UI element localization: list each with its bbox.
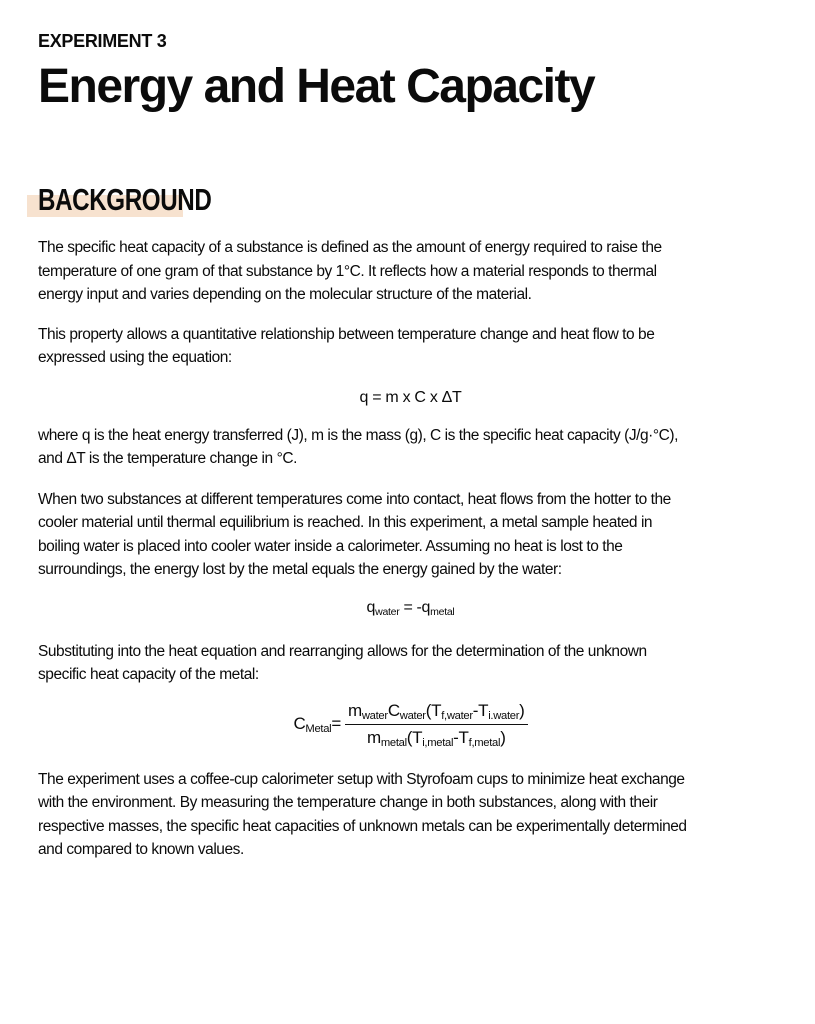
section-heading-label: BACKGROUND — [38, 182, 212, 217]
text-line: temperature of one gram of that substance by 1°C. It reflects how a material responds to thermal — [38, 262, 657, 280]
experiment-label: EXPERIMENT 3 — [38, 31, 167, 51]
text-line: where q is the heat energy transferred (J), m is the mass (g), C is the specific heat capacity (J/g·°C), — [38, 426, 678, 444]
text-line: The experiment uses a coffee-cup calorimeter setup with Styrofoam cups to minimize heat exchange — [38, 770, 685, 788]
text-line: and compared to known values. — [38, 841, 244, 858]
fraction-denominator: $m_{metal}(T_{i,metal}-T_{f,metal})$ — [366, 727, 506, 749]
text-line: cooler material until thermal equilibrium is reached. In this experiment, a metal sample heated in — [38, 514, 653, 531]
cmetal-lhs: $C_{Metal}=$ — [293, 714, 341, 735]
document-title: Energy and Heat Capacity — [38, 60, 595, 113]
text-line: Substituting into the heat equation and rearranging allows for the determination of the unknown — [38, 642, 647, 660]
paragraph-calorimeter-setup — [38, 768, 783, 862]
text-line: energy input and varies depending on the molecular structure of the material. — [38, 286, 532, 303]
text-line: with the environment. By measuring the temperature change in both substances, along with their — [38, 794, 658, 811]
text-line: expressed using the equation: — [38, 349, 232, 366]
text-line: surroundings, the energy lost by the metal equals the energy gained by the water: — [38, 561, 562, 578]
specific-heat-formula — [38, 701, 783, 748]
text-line: This property allows a quantitative relationship between temperature change and heat flow to be — [38, 325, 655, 343]
paragraph-equation-intro — [38, 323, 783, 370]
text-line: specific heat capacity of the metal: — [38, 666, 259, 683]
paragraph-variable-definitions — [38, 424, 783, 471]
equals-sign: = — [403, 598, 413, 616]
text-line: The specific heat capacity of a substance is defined as the amount of energy required to raise the — [38, 239, 662, 256]
text-line: When two substances at different temperatures come into contact, heat flows from the hotter to the — [38, 490, 671, 508]
paragraph-specific-heat-definition — [38, 236, 783, 307]
heat-equation: q = m x C x ΔT — [359, 388, 462, 406]
paragraph-heat-transfer — [38, 488, 783, 582]
text-line: and ΔT is the temperature change in °C. — [38, 450, 297, 467]
q-metal-term: $-q_{metal}$ — [416, 598, 455, 618]
text-line: respective masses, the specific heat capacities of unknown metals can be experimentally determined — [38, 817, 687, 835]
heat-conservation-equation — [38, 598, 783, 618]
paragraph-substitution — [38, 640, 783, 687]
section-heading — [38, 184, 783, 218]
formula-fraction — [345, 701, 528, 748]
fraction-numerator: $m_{water}C_{water}(T_{f,water}-T_{i.water})$ — [345, 701, 528, 725]
text-line: boiling water is placed into cooler water inside a calorimeter. Assuming no heat is lost to the — [38, 537, 623, 555]
q-water-term: $q_{water}$ — [366, 598, 400, 618]
